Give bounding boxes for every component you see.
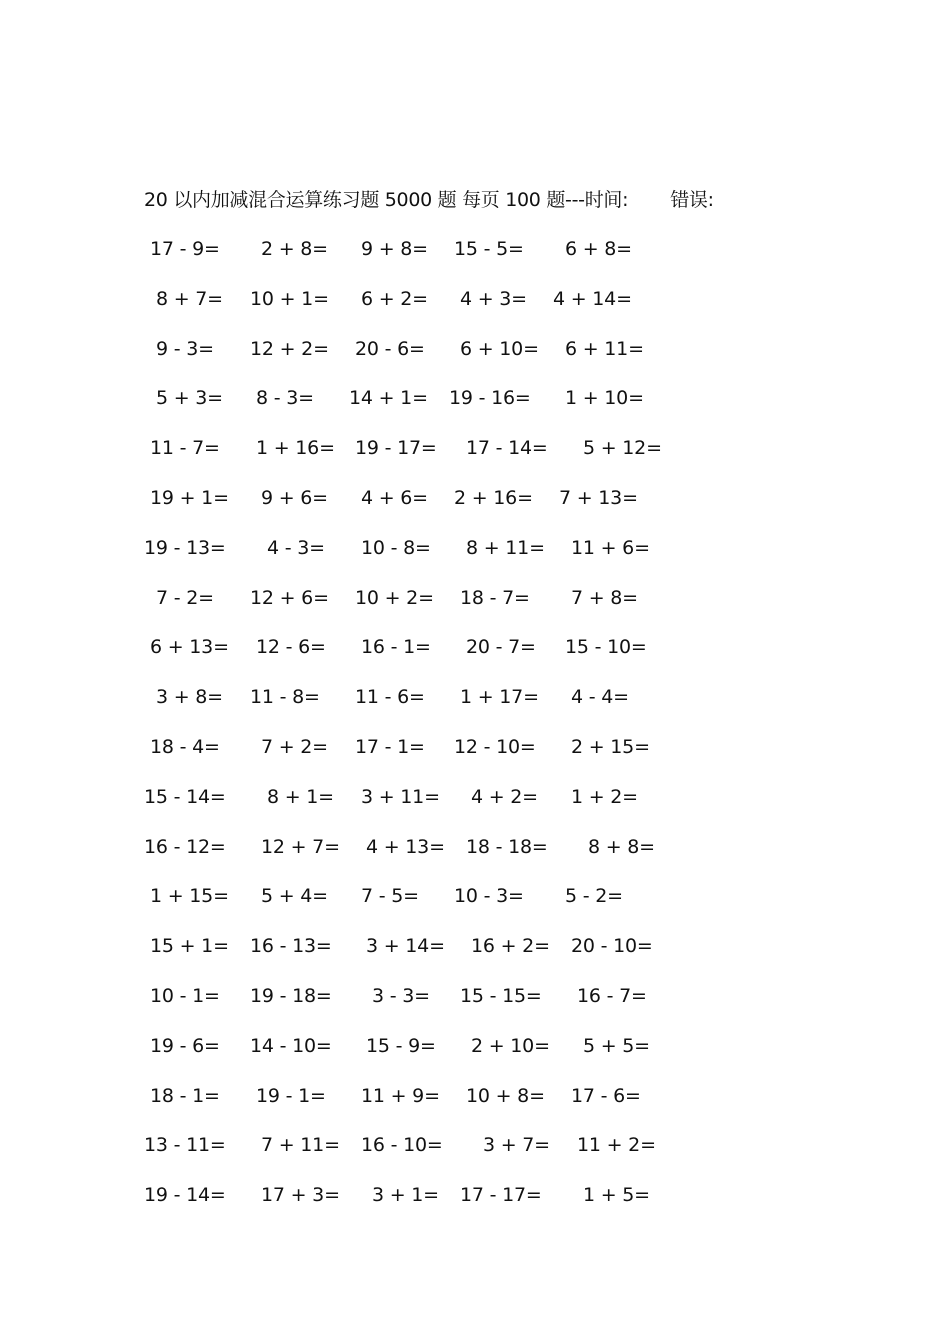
math-problem: 11 - 7= (150, 437, 220, 460)
math-problem: 7 + 11= (261, 1134, 340, 1157)
math-problem: 19 + 1= (150, 487, 229, 509)
math-problem: 2 + 15= (571, 736, 650, 758)
problem-row (0, 1130, 950, 1160)
problem-row (0, 234, 950, 264)
math-problem: 5 - 2= (565, 885, 623, 908)
math-problem: 5 + 5= (583, 1034, 650, 1057)
problem-row (0, 682, 950, 712)
math-problem: 19 - 1= (256, 1084, 326, 1107)
problem-row (0, 1081, 950, 1111)
math-problem: 1 + 5= (583, 1184, 650, 1207)
math-problem: 16 - 12= (144, 835, 226, 858)
math-problem: 5 + 12= (583, 437, 662, 460)
math-problem: 9 + 6= (261, 487, 328, 509)
math-problem: 1 + 2= (571, 785, 638, 808)
math-problem: 14 - 10= (250, 1034, 332, 1057)
math-problem: 3 - 3= (372, 985, 430, 1007)
math-problem: 4 - 3= (267, 536, 325, 559)
math-problem: 12 - 6= (256, 636, 326, 659)
math-problem: 15 - 5= (454, 238, 524, 260)
math-problem: 4 + 6= (361, 487, 428, 509)
math-problem: 1 + 10= (565, 387, 644, 410)
math-problem: 3 + 8= (156, 686, 223, 709)
math-problem: 10 - 1= (150, 985, 220, 1007)
problem-row (0, 931, 950, 961)
problem-row (0, 334, 950, 364)
errors-label: 错误: (670, 189, 714, 211)
math-problem: 2 + 8= (261, 238, 328, 260)
math-problem: 19 - 17= (355, 437, 437, 460)
math-problem: 19 - 18= (250, 985, 332, 1007)
math-problem: 11 - 6= (355, 686, 425, 709)
problem-row (0, 732, 950, 762)
math-problem: 8 - 3= (256, 387, 314, 410)
math-problem: 6 + 11= (565, 337, 644, 360)
math-problem: 9 - 3= (156, 337, 214, 360)
math-problem: 10 - 3= (454, 885, 524, 908)
math-problem: 18 - 1= (150, 1084, 220, 1107)
math-problem: 12 + 6= (250, 586, 329, 609)
math-problem: 2 + 10= (471, 1034, 550, 1057)
math-problem: 15 + 1= (150, 935, 229, 958)
math-problem: 10 + 8= (466, 1084, 545, 1107)
problem-row (0, 832, 950, 862)
math-problem: 17 - 14= (466, 437, 548, 460)
math-problem: 8 + 8= (588, 835, 655, 858)
math-problem: 3 + 7= (483, 1134, 550, 1157)
math-problem: 20 - 6= (355, 337, 425, 360)
math-problem: 20 - 7= (466, 636, 536, 659)
math-problem: 17 - 6= (571, 1084, 641, 1107)
math-problem: 11 - 8= (250, 686, 320, 709)
math-problem: 19 - 16= (449, 387, 531, 410)
problem-row (0, 632, 950, 662)
math-problem: 6 + 2= (361, 287, 428, 310)
math-problem: 7 + 8= (571, 586, 638, 609)
math-problem: 12 - 10= (454, 736, 536, 758)
math-problem: 18 - 4= (150, 736, 220, 758)
problem-row (0, 433, 950, 463)
problem-row (0, 383, 950, 413)
math-problem: 7 + 13= (559, 487, 638, 509)
math-problem: 4 + 14= (553, 287, 632, 310)
math-problem: 10 + 2= (355, 586, 434, 609)
math-problem: 3 + 14= (366, 935, 445, 958)
problem-row (0, 1031, 950, 1061)
math-problem: 1 + 15= (150, 885, 229, 908)
math-problem: 19 - 6= (150, 1034, 220, 1057)
math-problem: 11 + 2= (577, 1134, 656, 1157)
math-problem: 17 - 17= (460, 1184, 542, 1207)
math-problem: 6 + 8= (565, 238, 632, 260)
problem-row (0, 782, 950, 812)
math-problem: 7 - 5= (361, 885, 419, 908)
worksheet-title: 20 以内加减混合运算练习题 5000 题 每页 100 题---时间: (144, 189, 629, 211)
math-problem: 19 - 13= (144, 536, 226, 559)
math-problem: 10 - 8= (361, 536, 431, 559)
math-problem: 19 - 14= (144, 1184, 226, 1207)
math-problem: 5 + 3= (156, 387, 223, 410)
math-problem: 4 + 13= (366, 835, 445, 858)
math-problem: 20 - 10= (571, 935, 653, 958)
math-problem: 3 + 11= (361, 785, 440, 808)
problem-row (0, 533, 950, 563)
math-problem: 15 - 9= (366, 1034, 436, 1057)
math-problem: 5 + 4= (261, 885, 328, 908)
math-problem: 6 + 10= (460, 337, 539, 360)
math-problem: 12 + 7= (261, 835, 340, 858)
math-problem: 7 + 2= (261, 736, 328, 758)
math-problem: 1 + 16= (256, 437, 335, 460)
math-problem: 15 - 10= (565, 636, 647, 659)
math-problem: 6 + 13= (150, 636, 229, 659)
math-problem: 16 - 13= (250, 935, 332, 958)
math-problem: 4 - 4= (571, 686, 629, 709)
math-problem: 15 - 15= (460, 985, 542, 1007)
math-problem: 16 - 1= (361, 636, 431, 659)
math-problem: 4 + 3= (460, 287, 527, 310)
math-problem: 17 - 1= (355, 736, 425, 758)
math-problem: 12 + 2= (250, 337, 329, 360)
math-problem: 14 + 1= (349, 387, 428, 410)
math-problem: 9 + 8= (361, 238, 428, 260)
math-problem: 4 + 2= (471, 785, 538, 808)
problem-row (0, 881, 950, 911)
math-problem: 7 - 2= (156, 586, 214, 609)
math-problem: 18 - 7= (460, 586, 530, 609)
math-problem: 18 - 18= (466, 835, 548, 858)
page-title (144, 186, 714, 214)
math-problem: 8 + 1= (267, 785, 334, 808)
math-problem: 8 + 7= (156, 287, 223, 310)
math-problem: 16 + 2= (471, 935, 550, 958)
math-problem: 16 - 10= (361, 1134, 443, 1157)
math-problem: 2 + 16= (454, 487, 533, 509)
math-problem: 17 - 9= (150, 238, 220, 260)
problem-row (0, 483, 950, 513)
problem-row (0, 1180, 950, 1210)
math-problem: 16 - 7= (577, 985, 647, 1007)
math-problem: 3 + 1= (372, 1184, 439, 1207)
math-problem: 8 + 11= (466, 536, 545, 559)
math-problem: 13 - 11= (144, 1134, 226, 1157)
math-problem: 15 - 14= (144, 785, 226, 808)
problem-row (0, 981, 950, 1011)
math-problem: 1 + 17= (460, 686, 539, 709)
problem-row (0, 284, 950, 314)
math-problem: 11 + 9= (361, 1084, 440, 1107)
math-problem: 10 + 1= (250, 287, 329, 310)
math-problem: 17 + 3= (261, 1184, 340, 1207)
math-problem: 11 + 6= (571, 536, 650, 559)
problem-row (0, 583, 950, 613)
